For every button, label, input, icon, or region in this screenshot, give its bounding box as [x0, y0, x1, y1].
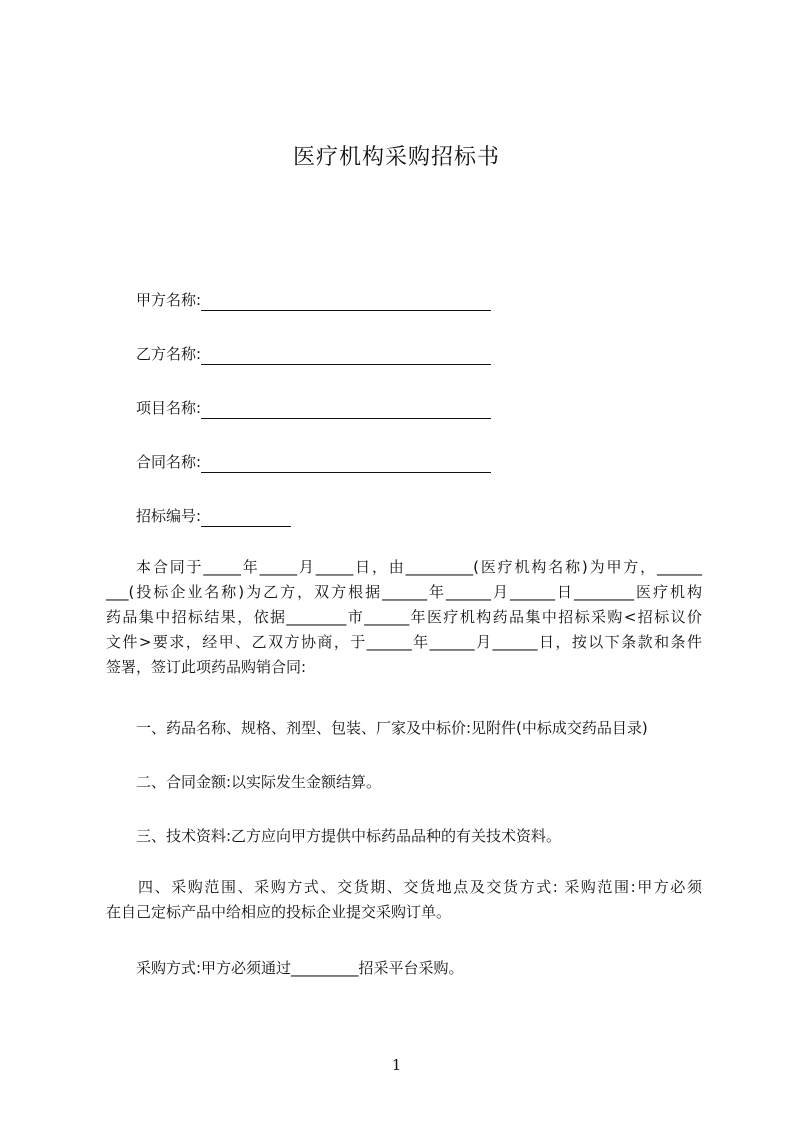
paragraph-line: 本合同于_____年_____月_____日，由_________(医疗机构名称)为甲方，______	[136, 558, 702, 576]
document-title: 医疗机构采购招标书	[292, 145, 500, 170]
tender-number-field	[136, 505, 291, 527]
paragraph-line: 文件>要求，经甲、乙双方协商，于______年______月______日，按以下条款和条件	[106, 633, 702, 651]
section-1: 一、药品名称、规格、剂型、包装、厂家及中标价:见附件(中标成交药品目录)	[136, 719, 648, 737]
party-a-label: 甲方名称:	[136, 291, 202, 309]
project-name-field	[136, 397, 491, 419]
contract-name-label: 合同名称:	[136, 453, 202, 471]
party-b-field	[136, 343, 491, 365]
contract-intro-paragraph	[106, 555, 702, 680]
project-name-blank[interactable]	[201, 400, 491, 419]
tender-number-label: 招标编号:	[136, 507, 202, 525]
project-name-label: 项目名称:	[136, 399, 202, 417]
section-2: 二、合同金额:以实际发生金额结算。	[136, 773, 382, 791]
contract-name-blank[interactable]	[201, 454, 491, 473]
section-3: 三、技术资料:乙方应向甲方提供中标药品品种的有关技术资料。	[136, 827, 562, 845]
paragraph-line: 在自己定标产品中给相应的投标企业提交采购订单。	[106, 903, 452, 921]
paragraph-line: 四、采购范围、采购方式、交货期、交货地点及交货方式: 采购范围:甲方必须	[138, 878, 702, 896]
paragraph-line: 药品集中招标结果，依据________市______年医疗机构药品集中招标采购<招标议价	[106, 608, 702, 626]
party-b-label: 乙方名称:	[136, 345, 202, 363]
paragraph-line: 签署，签订此项药品购销合同:	[106, 658, 307, 676]
paragraph-line: ___(投标企业名称)为乙方，双方根据______年______月______日________医疗机构	[106, 583, 702, 601]
section-4	[106, 875, 702, 925]
party-b-blank[interactable]	[201, 346, 491, 365]
contract-name-field	[136, 451, 491, 473]
tender-number-blank[interactable]	[201, 508, 291, 527]
page-number: 1	[391, 1056, 402, 1074]
purchase-method: 采购方式:甲方必须通过_________招采平台采购。	[136, 959, 464, 977]
party-a-blank[interactable]	[201, 292, 491, 311]
party-a-field	[136, 289, 491, 311]
